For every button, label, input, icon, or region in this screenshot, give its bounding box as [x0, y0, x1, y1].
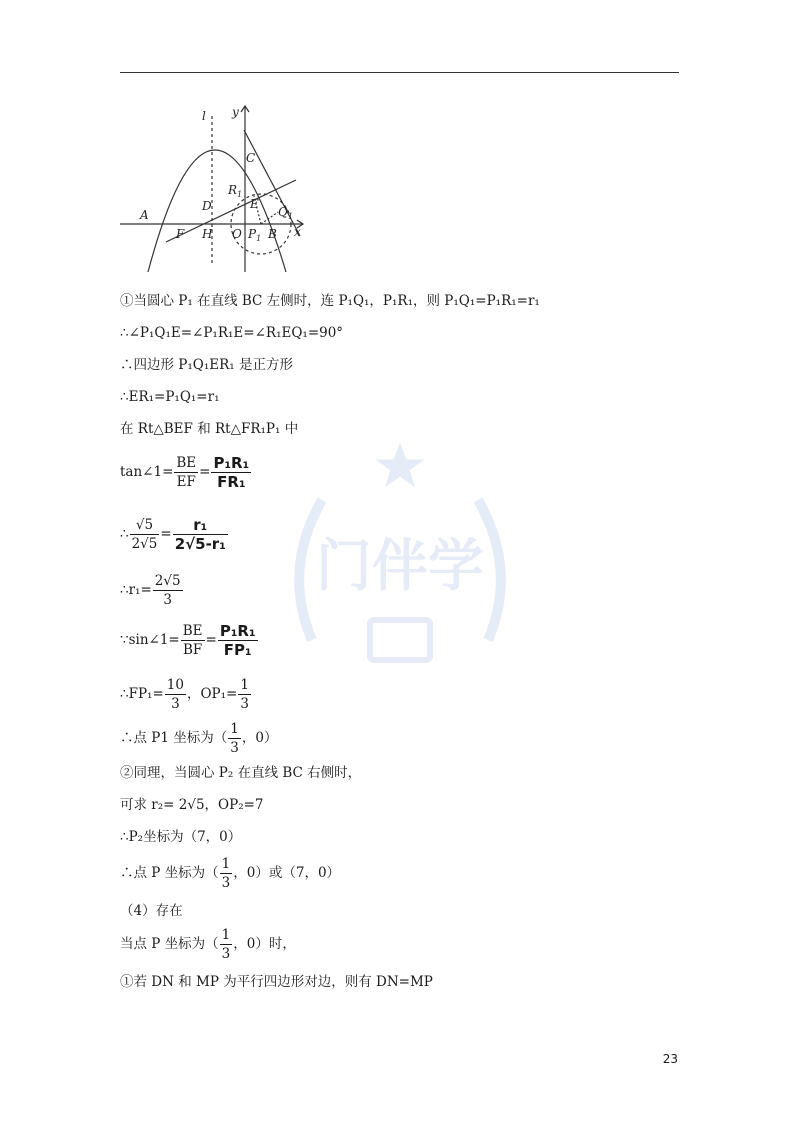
line-11: ∴点 P1 坐标为（ $\frac{1}{3}$ ，0） [120, 721, 278, 756]
label-d: D [202, 199, 212, 213]
label-q1: $Q_1$ [278, 205, 293, 221]
line-7: ∴ $\frac{√5}{2√5}$ = $\frac{\text{r₁}}{\text{2√5-r₁}}$ [120, 516, 226, 553]
line-1: ①当圆心 P₁ 在直线 BC 左侧时，连 P₁Q₁，P₁R₁，则 P₁Q₁=P₁R₁=r₁ [120, 293, 540, 309]
line-16: （4）存在 [120, 903, 183, 919]
label-f: F [176, 227, 185, 241]
line-10: ∴FP₁= $\frac{10}{3}$ ，OP₁= $\frac{1}{3}$ [120, 677, 249, 712]
line-14: ∴P₂坐标为（7，0） [120, 829, 242, 845]
line-9: ∵sin∠1= $\frac{BE}{BF}$ = $\frac{\text{P₁R₁}}{\text{FP₁}}$ [120, 622, 256, 659]
star-icon [377, 444, 423, 486]
line-2: ∴∠P₁Q₁E=∠P₁R₁E=∠R₁EQ₁=90° [120, 325, 344, 341]
watermark-text: 门伴学 [316, 534, 484, 599]
label-e: E [250, 197, 259, 211]
line-12: ②同理，当圆心 P₂ 在直线 BC 右侧时， [120, 765, 362, 781]
label-a: A [140, 208, 149, 222]
line-8: ∴r₁= $\frac{2√5}{3}$ [120, 573, 181, 608]
label-c: C [246, 151, 256, 165]
label-p1: $P_1$ [248, 227, 262, 243]
header-rule [120, 72, 679, 73]
line-18: ①若 DN 和 MP 为平行四边形对边，则有 DN=MP [120, 974, 433, 990]
label-b: B [268, 227, 277, 241]
page-number: 23 [662, 1052, 678, 1066]
line-6: tan∠1= $\frac{BE}{EF}$ = $\frac{\text{P₁R₁}}{\text{FR₁}}$ [120, 454, 250, 491]
line-4: ∴ER₁=P₁Q₁=r₁ [120, 389, 220, 405]
label-x: x [294, 225, 301, 239]
line-5: 在 Rt△BEF 和 Rt△FR₁P₁ 中 [120, 421, 299, 437]
label-l: l [202, 109, 206, 123]
label-r1: $R_1$ [228, 183, 243, 199]
label-h: H [202, 227, 213, 241]
book-icon [370, 620, 430, 660]
line-15: ∴点 P 坐标为（ $\frac{1}{3}$ ，0）或（7，0） [120, 856, 341, 891]
line-3: ∴四边形 P₁Q₁ER₁ 是正方形 [120, 357, 293, 373]
watermark-logo [272, 440, 528, 696]
line-13: 可求 r₂= 2√5，OP₂=7 [120, 797, 264, 813]
label-o: O [232, 227, 242, 241]
label-y: y [232, 105, 239, 119]
parabola-figure [118, 100, 308, 275]
line-17: 当点 P 坐标为（ $\frac{1}{3}$ ，0）时， [120, 927, 296, 962]
